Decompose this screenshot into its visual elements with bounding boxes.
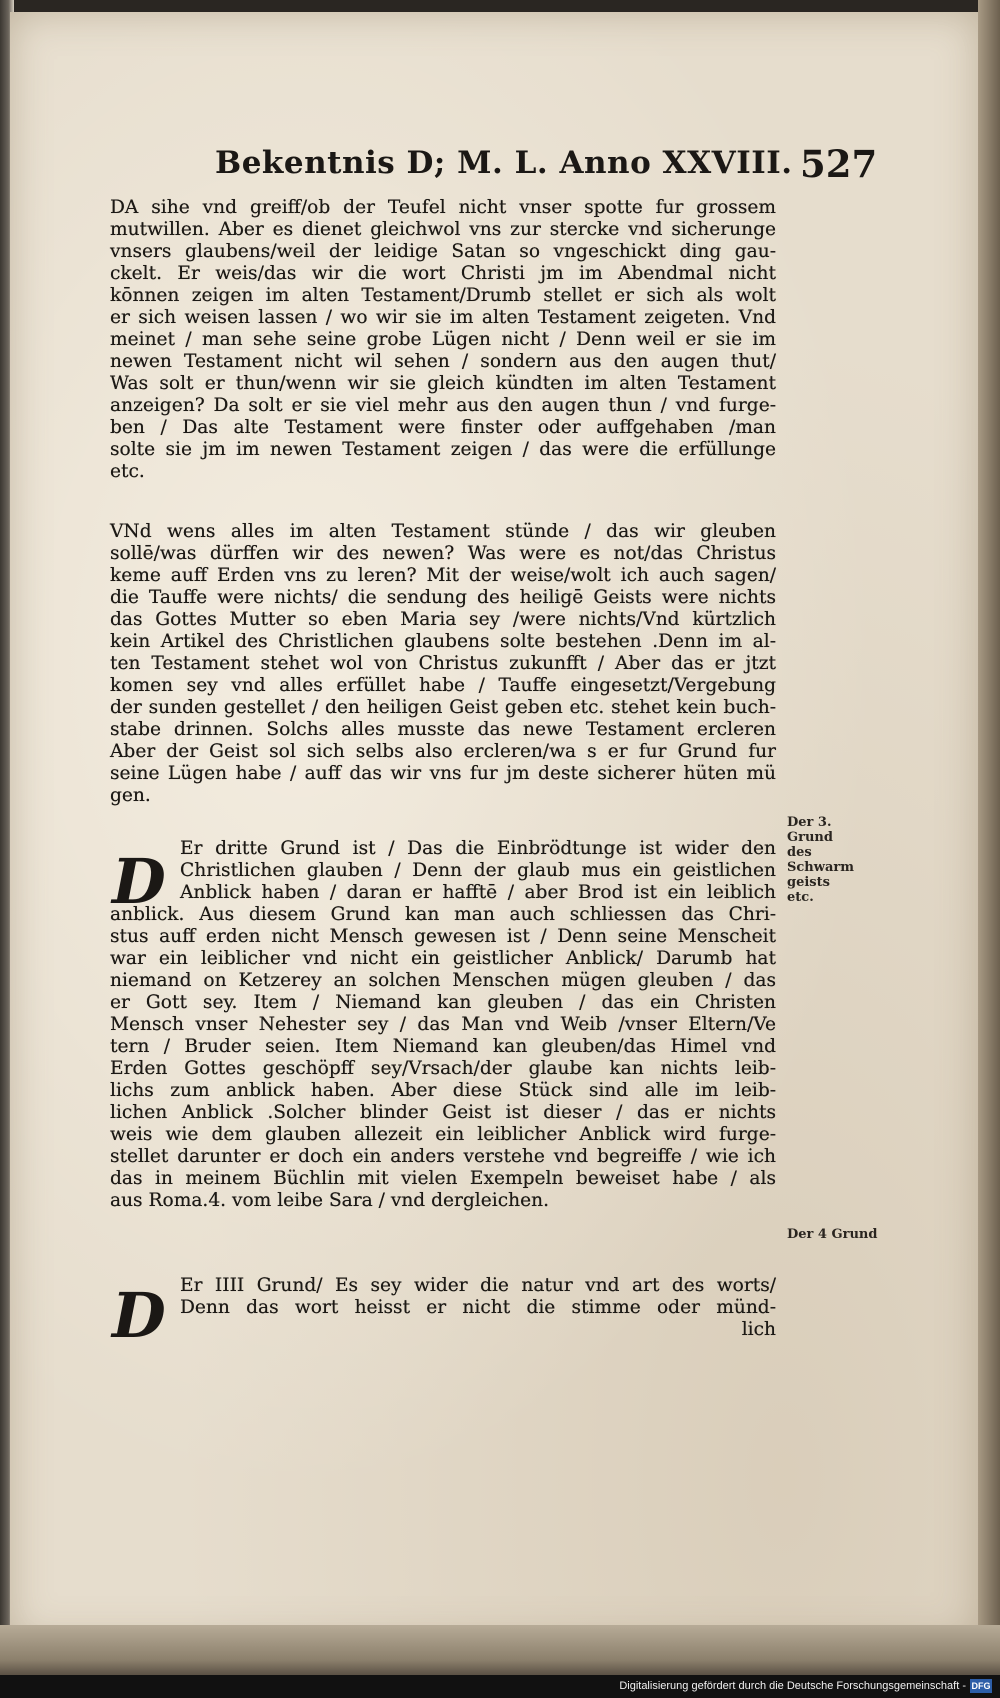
text-line: seine Lügen habe / auff das wir vns fur jm deste sicherer hüten mü	[110, 763, 776, 784]
text-line: mutwillen. Aber es dienet gleichwol vns zur stercke vnd sicherunge	[110, 219, 776, 240]
text-line: Aber der Geist sol sich selbs also ercleren/wa s er fur Grund fur	[110, 741, 776, 762]
text-line: meinet / man sehe seine grobe Lügen nicht / Denn weil er sie im	[110, 329, 776, 350]
text-line: DA sihe vnd greiff/ob der Teufel nicht vnser spotte fur grossem	[110, 197, 776, 218]
text-line: stellet darunter er doch ein anders verstehe vnd begreiffe / wie ich	[110, 1146, 776, 1167]
text-line: Erden Gottes geschöpff sey/Vrsach/der glaube kan nichts leib-	[110, 1058, 776, 1079]
text-line: anzeigen? Da solt er sie viel mehr aus den augen thun / vnd furge-	[110, 395, 776, 416]
text-line: Denn das wort heisst er nicht die stimme oder münd-	[180, 1297, 776, 1318]
text-line: das in meinem Büchlin mit vielen Exempeln beweiset habe / als	[110, 1168, 776, 1189]
drop-cap-d: D	[112, 845, 166, 918]
text-line: tern / Bruder seien. Item Niemand kan gleuben/das Himel vnd	[110, 1036, 776, 1057]
text-line: Er IIII Grund/ Es sey wider die natur vnd art des worts/	[180, 1275, 776, 1296]
margin-note-3rd-grund	[787, 815, 853, 905]
text-line: aus Roma.4. vom leibe Sara / vnd dergleichen.	[110, 1190, 549, 1211]
text-line: lichs zum anblick haben. Aber diese Stück sind alle im leib-	[110, 1080, 776, 1101]
text-line: weis wie dem glauben allezeit ein leiblicher Anblick wird furge-	[110, 1124, 776, 1145]
text-line: stus auff erden nicht Mensch gewesen ist / Denn seine Menscheit	[110, 926, 776, 947]
text-line: niemand on Ketzerey an solchen Menschen mügen gleuben / das	[110, 970, 776, 991]
text-line: der sunden gestellet / den heiligen Geist geben etc. stehet kein buch-	[110, 697, 776, 718]
text-line: solte sie jm im newen Testament zeigen / das were die erfüllunge	[110, 439, 776, 460]
text-line: VNd wens alles im alten Testament stünde / das wir gleuben	[110, 521, 776, 542]
text-line: er sich weisen lassen / wo wir sie im alten Testament zeigeten. Vnd	[110, 307, 776, 328]
text-line: ckelt. Er weis/das wir die wort Christi jm im Abendmal nicht	[110, 263, 776, 284]
text-line: Was solt er thun/wenn wir sie gleich kündten im alten Testament	[110, 373, 776, 394]
text-line: Mensch vnser Nehester sey / das Man vnd Weib /vnser Eltern/Ve	[110, 1014, 776, 1035]
text-line: Er dritte Grund ist / Das die Einbrödtunge ist wider den	[180, 838, 776, 859]
text-line: komen sey vnd alles erfüllet habe / Tauffe eingesetzt/Vergebung	[110, 675, 776, 696]
digitization-credit: Digitalisierung gefördert durch die Deutsche Forschungsgemeinschaft -	[619, 1680, 966, 1692]
text-line: die Tauffe were nichts/ die sendung des heiligē Geists were nichts	[110, 587, 776, 608]
text-line: stabe drinnen. Solchs alles musste das newe Testament ercleren	[110, 719, 776, 740]
text-line: anblick. Aus diesem Grund kan man auch schliessen das Chri-	[110, 904, 776, 925]
running-header: Bekentnis D; M. L. Anno XXVIII.	[215, 145, 793, 181]
book-bottom-edge	[0, 1625, 1000, 1675]
text-line: Anblick haben / daran er hafftē / aber Brod ist ein leiblich	[180, 882, 776, 903]
text-line: gen.	[110, 785, 151, 806]
paragraph-1	[110, 197, 776, 483]
text-line: lichen Anblick .Solcher blinder Geist ist dieser / das er nichts	[110, 1102, 776, 1123]
text-line: etc.	[110, 461, 145, 482]
text-line: kein Artikel des Christlichen glaubens solte bestehen .Denn im al-	[110, 631, 776, 652]
text-line: er Gott sey. Item / Niemand kan gleuben / das ein Christen	[110, 992, 776, 1013]
catchword: lich	[741, 1319, 776, 1340]
paragraph-4	[110, 1275, 776, 1341]
drop-cap-d: D	[112, 1279, 166, 1352]
text-line: vnsers glaubens/weil der leidige Satan so vngeschickt ding gau-	[110, 241, 776, 262]
text-line: ten Testament stehet wol von Christus zukunfft / Aber das er jtzt	[110, 653, 776, 674]
margin-note-4th-grund: Der 4 Grund	[787, 1227, 878, 1242]
text-line: newen Testament nicht wil sehen / sondern aus den augen thut/	[110, 351, 776, 372]
text-line: ben / Das alte Testament were finster oder auffgehaben /man	[110, 417, 776, 438]
text-line: das Gottes Mutter so eben Maria sey /were nichts/Vnd kürtzlich	[110, 609, 776, 630]
dfg-logo: DFG	[971, 1681, 991, 1691]
margin-note-text: Der 3. Grund des Schwarm geists etc.	[787, 815, 854, 905]
text-line: war ein leiblicher vnd nicht ein geistlicher Anblick/ Darumb hat	[110, 948, 776, 969]
page-number: 527	[800, 142, 878, 186]
text-line: keme auff Erden vns zu leren? Mit der weise/wolt ich auch sagen/	[110, 565, 776, 586]
paragraph-3	[110, 838, 776, 1212]
text-line: Christlichen glauben / Denn der glaub mus ein geistlichen	[180, 860, 776, 881]
text-line: sollē/was dürffen wir des newen? Was were es not/das Christus	[110, 543, 776, 564]
paragraph-2	[110, 521, 776, 807]
text-line: kōnnen zeigen im alten Testament/Drumb stellet er sich als wolt	[110, 285, 776, 306]
book-cover-edge	[978, 0, 1000, 1698]
